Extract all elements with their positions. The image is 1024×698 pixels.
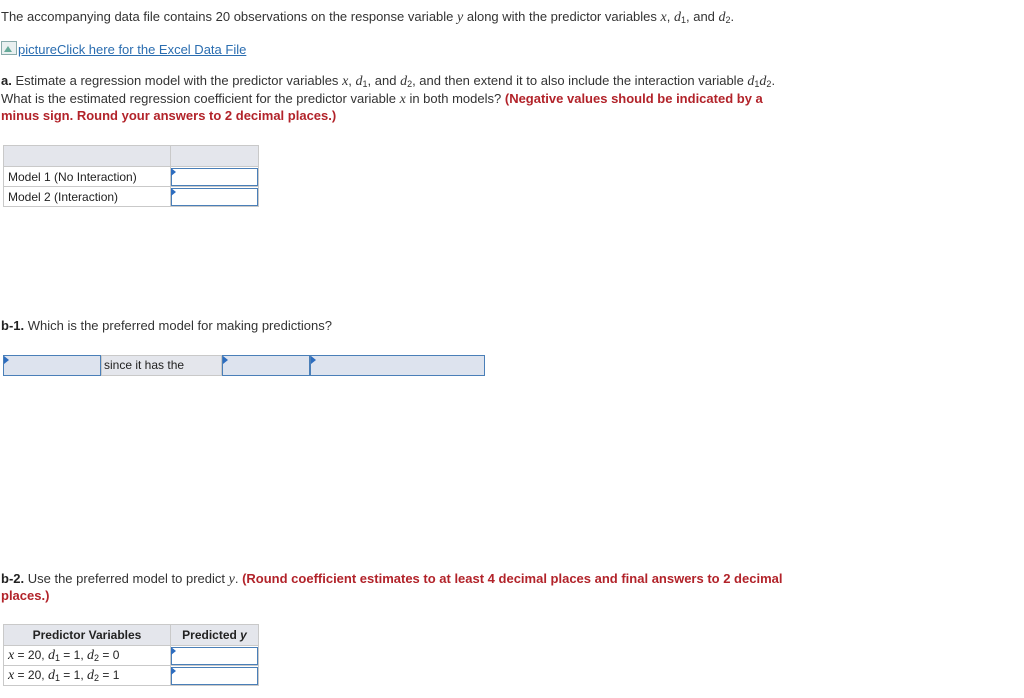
table-header-row: [4, 146, 259, 167]
table-row: [4, 666, 259, 686]
predictor-row-1: x = 20, $d_1 = 1$, $d_2 = 0$: [4, 646, 171, 666]
prediction-table: [3, 624, 259, 686]
image-alt-text[interactable]: picture: [18, 42, 58, 57]
table-row: [4, 167, 259, 187]
coefficient-table: [3, 145, 259, 207]
preferred-model-dropdown[interactable]: [3, 355, 101, 376]
reason-dropdown-2[interactable]: [310, 355, 485, 376]
part-b2-instructions: places.): [1, 588, 50, 603]
intro-text: The accompanying data file contains 20 observations on the response variable y along with the predictor variables x, $d_1$, and $d_2$.: [1, 9, 735, 25]
model-2-coefficient-input[interactable]: [171, 188, 258, 206]
part-b2-question: b-2. Use the preferred model to predict y. (Round coefficient estimates to at least 4 decimal places and final answers to 2 decimal: [1, 571, 783, 587]
table-row: [4, 646, 259, 666]
predicted-y-input-2[interactable]: [171, 667, 258, 685]
since-it-has-the-label: since it has the: [101, 355, 222, 376]
header-predicted-y: Predicted y: [171, 625, 259, 646]
excel-data-link-label[interactable]: Click here for the Excel Data File: [57, 42, 247, 57]
row-label-model-2: Model 2 (Interaction): [4, 187, 171, 207]
table-header-row: [4, 625, 259, 646]
header-predictor-variables: Predictor Variables: [4, 625, 171, 646]
header-cell: [4, 146, 171, 167]
predictor-row-2: x = 20, $d_1 = 1$, $d_2 = 1$: [4, 666, 171, 686]
table-row: [4, 187, 259, 207]
reason-dropdown-1[interactable]: [222, 355, 310, 376]
row-label-model-1: Model 1 (No Interaction): [4, 167, 171, 187]
part-a-line2: What is the estimated regression coefficient for the predictor variable x in both models? (Negative values should be indicated by a: [1, 91, 763, 107]
model-1-coefficient-input[interactable]: [171, 168, 258, 186]
header-cell: [171, 146, 259, 167]
predicted-y-input-1[interactable]: [171, 647, 258, 665]
broken-image-icon: [1, 41, 17, 55]
part-b1-question: b-1. Which is the preferred model for making predictions?: [1, 318, 332, 333]
part-a-instructions: minus sign. Round your answers to 2 decimal places.): [1, 108, 337, 123]
excel-data-link[interactable]: [1, 41, 246, 58]
part-a-line1: a. Estimate a regression model with the predictor variables x, $d_1$, and $d_2$, and then extend it to also include the interaction variable $d_1d_2$.: [1, 73, 776, 89]
